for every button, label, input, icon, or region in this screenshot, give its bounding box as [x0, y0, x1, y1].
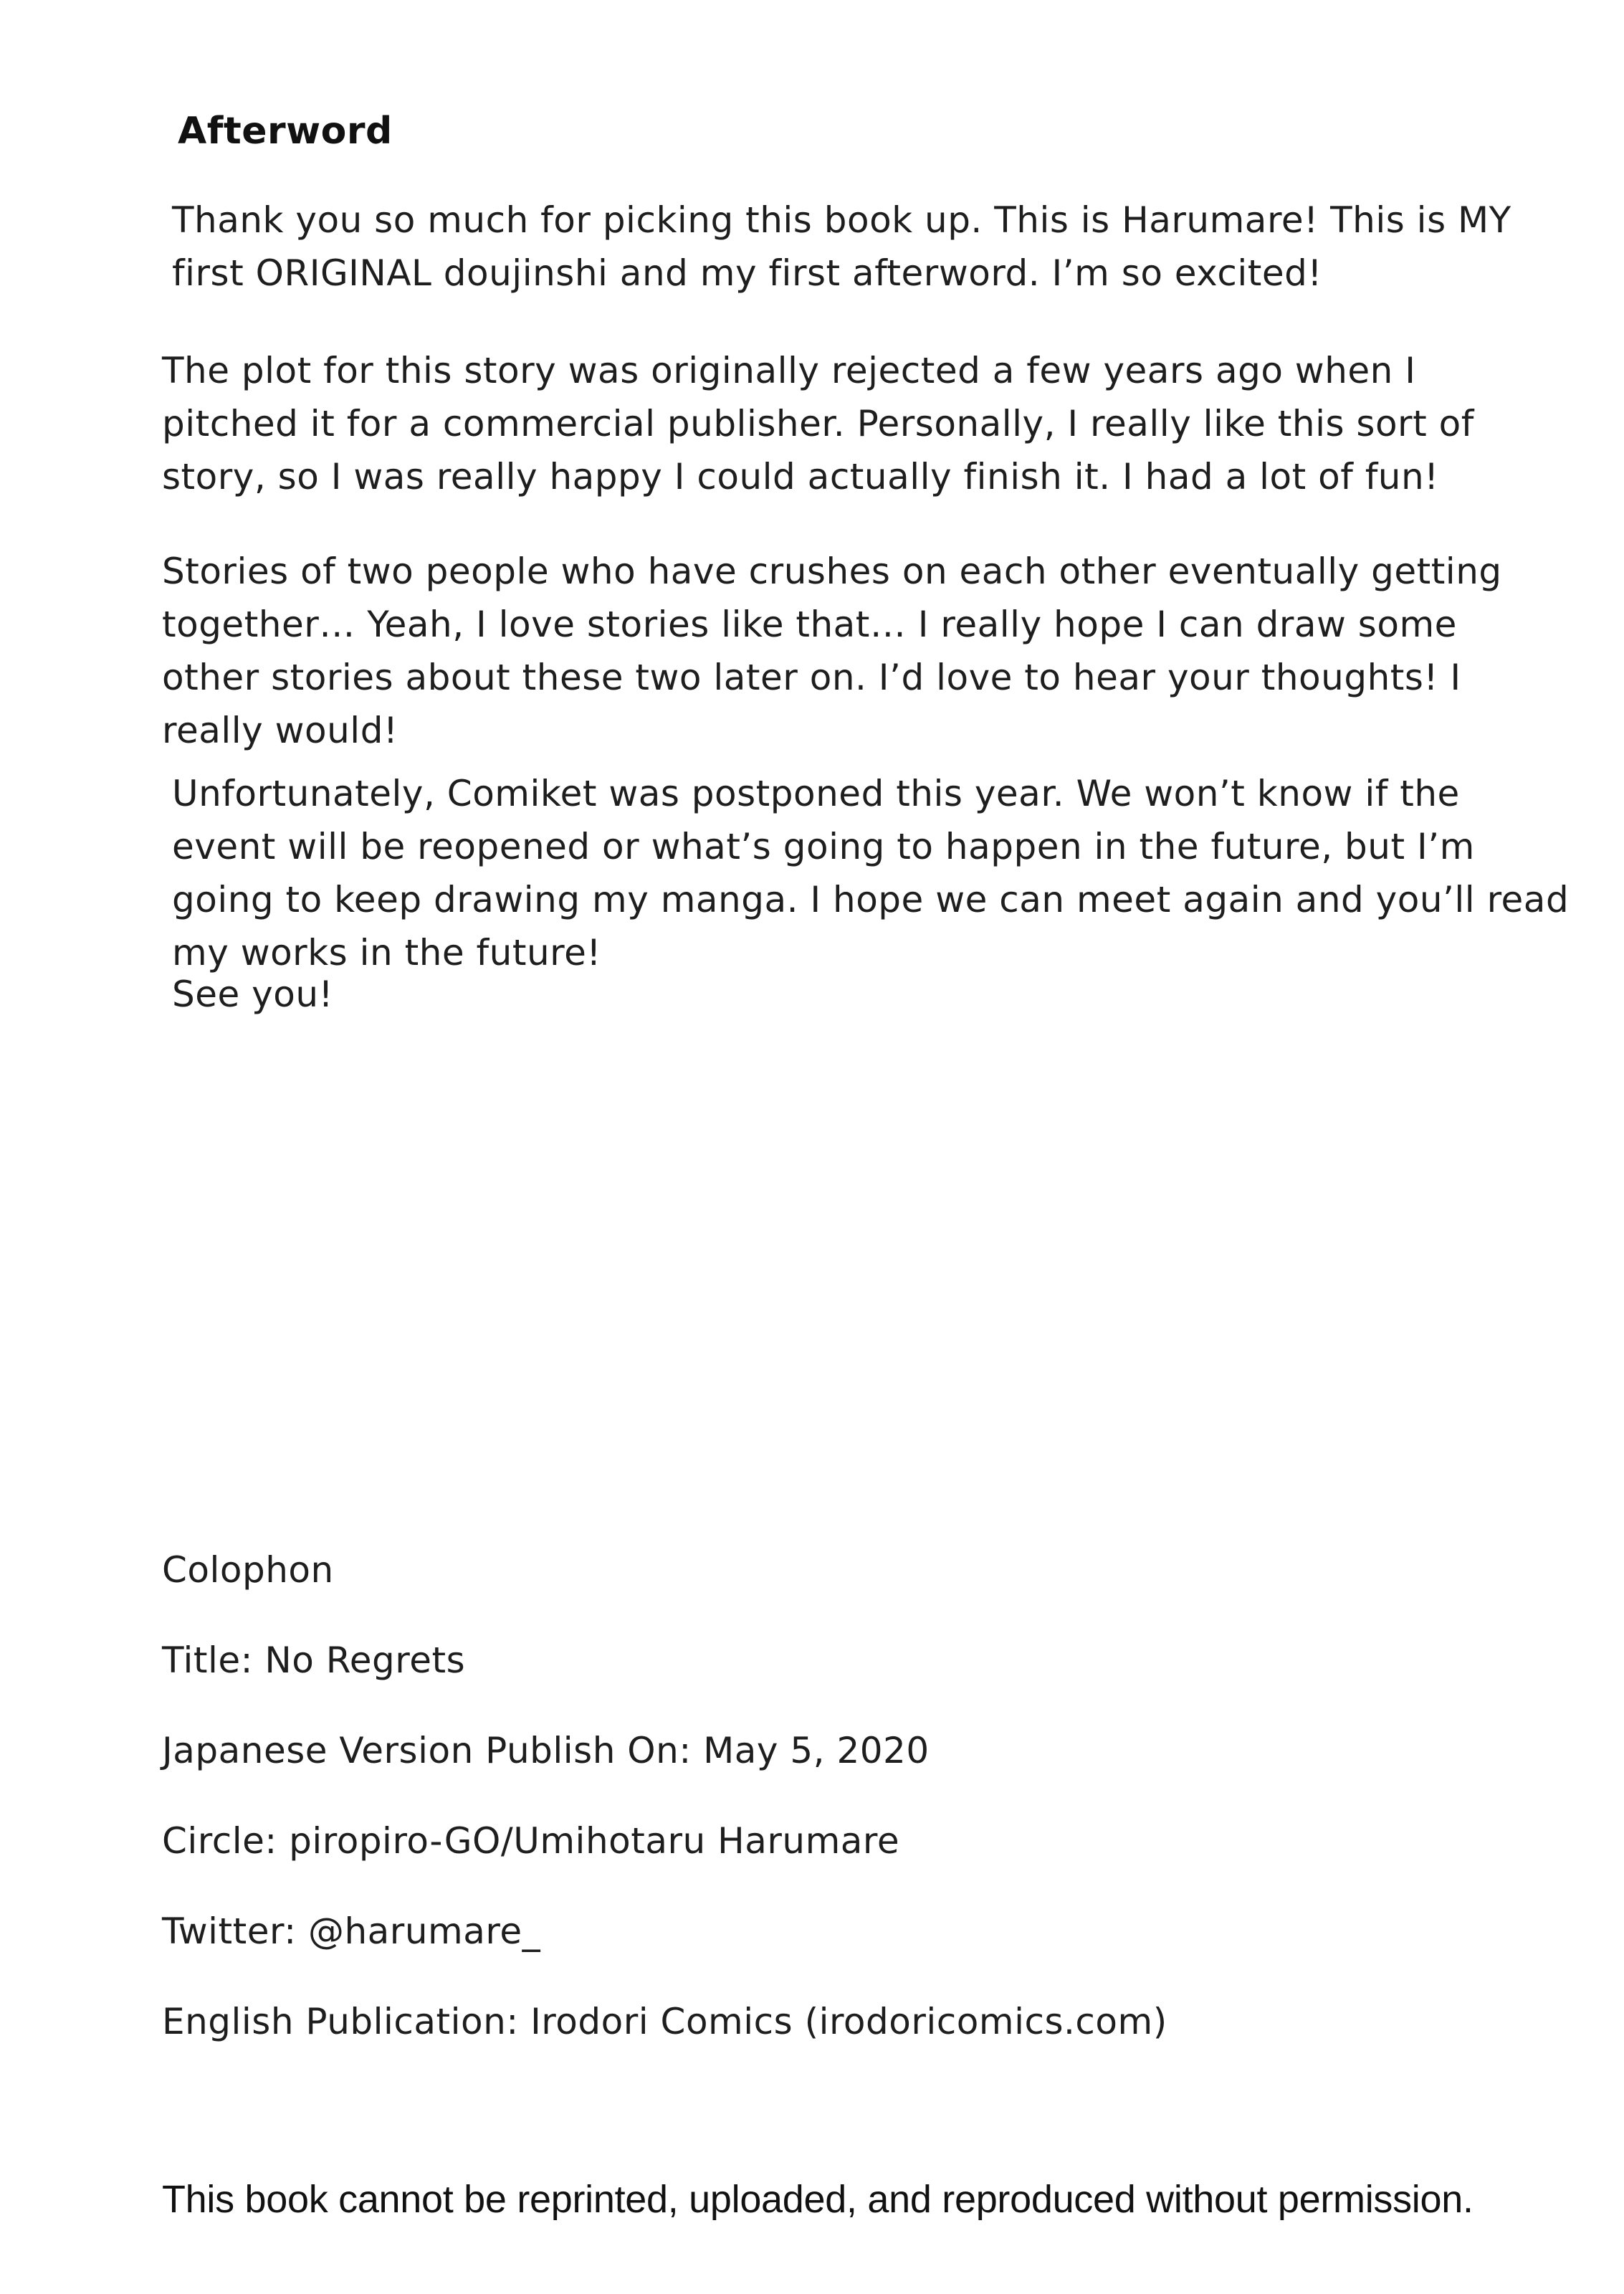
- afterword-sign-off: See you!: [172, 974, 334, 1015]
- colophon-title: Title: No Regrets: [162, 1639, 466, 1681]
- colophon-english-publication: English Publication: Irodori Comics (irodoricomics.com): [162, 2001, 1167, 2042]
- colophon-twitter: Twitter: @harumare_: [162, 1910, 541, 1952]
- colophon-publish-date: Japanese Version Publish On: May 5, 2020: [162, 1730, 930, 1771]
- copyright-notice: This book cannot be reprinted, uploaded, and reproduced without permission.: [162, 2178, 1473, 2221]
- afterword-heading: Afterword: [178, 110, 393, 153]
- colophon-section: [162, 1545, 1524, 2087]
- afterword-paragraph-4: Unfortunately, Comiket was postponed this year. We won’t know if the event will be reopened or what’s going to happen in the future, but I’m going to keep drawing my manga. I hope we can meet again and you’ll read my works in the future!: [172, 773, 1570, 974]
- afterword-paragraph-2: The plot for this story was originally rejected a few years ago when I pitched it for a commercial publisher. Personally, I really like this sort of story, so I was really happy I could actually finish it. I had a lot of fun!: [162, 350, 1474, 498]
- afterword-paragraph-3: Stories of two people who have crushes on each other eventually getting together… Yeah, I love stories like that… I really hope I can draw some other stories about these two later on. I’d love to hear your thoughts! I really would!: [162, 551, 1502, 751]
- colophon-circle: Circle: piropiro-GO/Umihotaru Harumare: [162, 1820, 900, 1862]
- colophon-heading: Colophon: [162, 1549, 334, 1591]
- afterword-paragraph-1: Thank you so much for picking this book up. This is Harumare! This is MY first ORIGINAL doujinshi and my first afterword. I’m so excited!: [172, 199, 1511, 294]
